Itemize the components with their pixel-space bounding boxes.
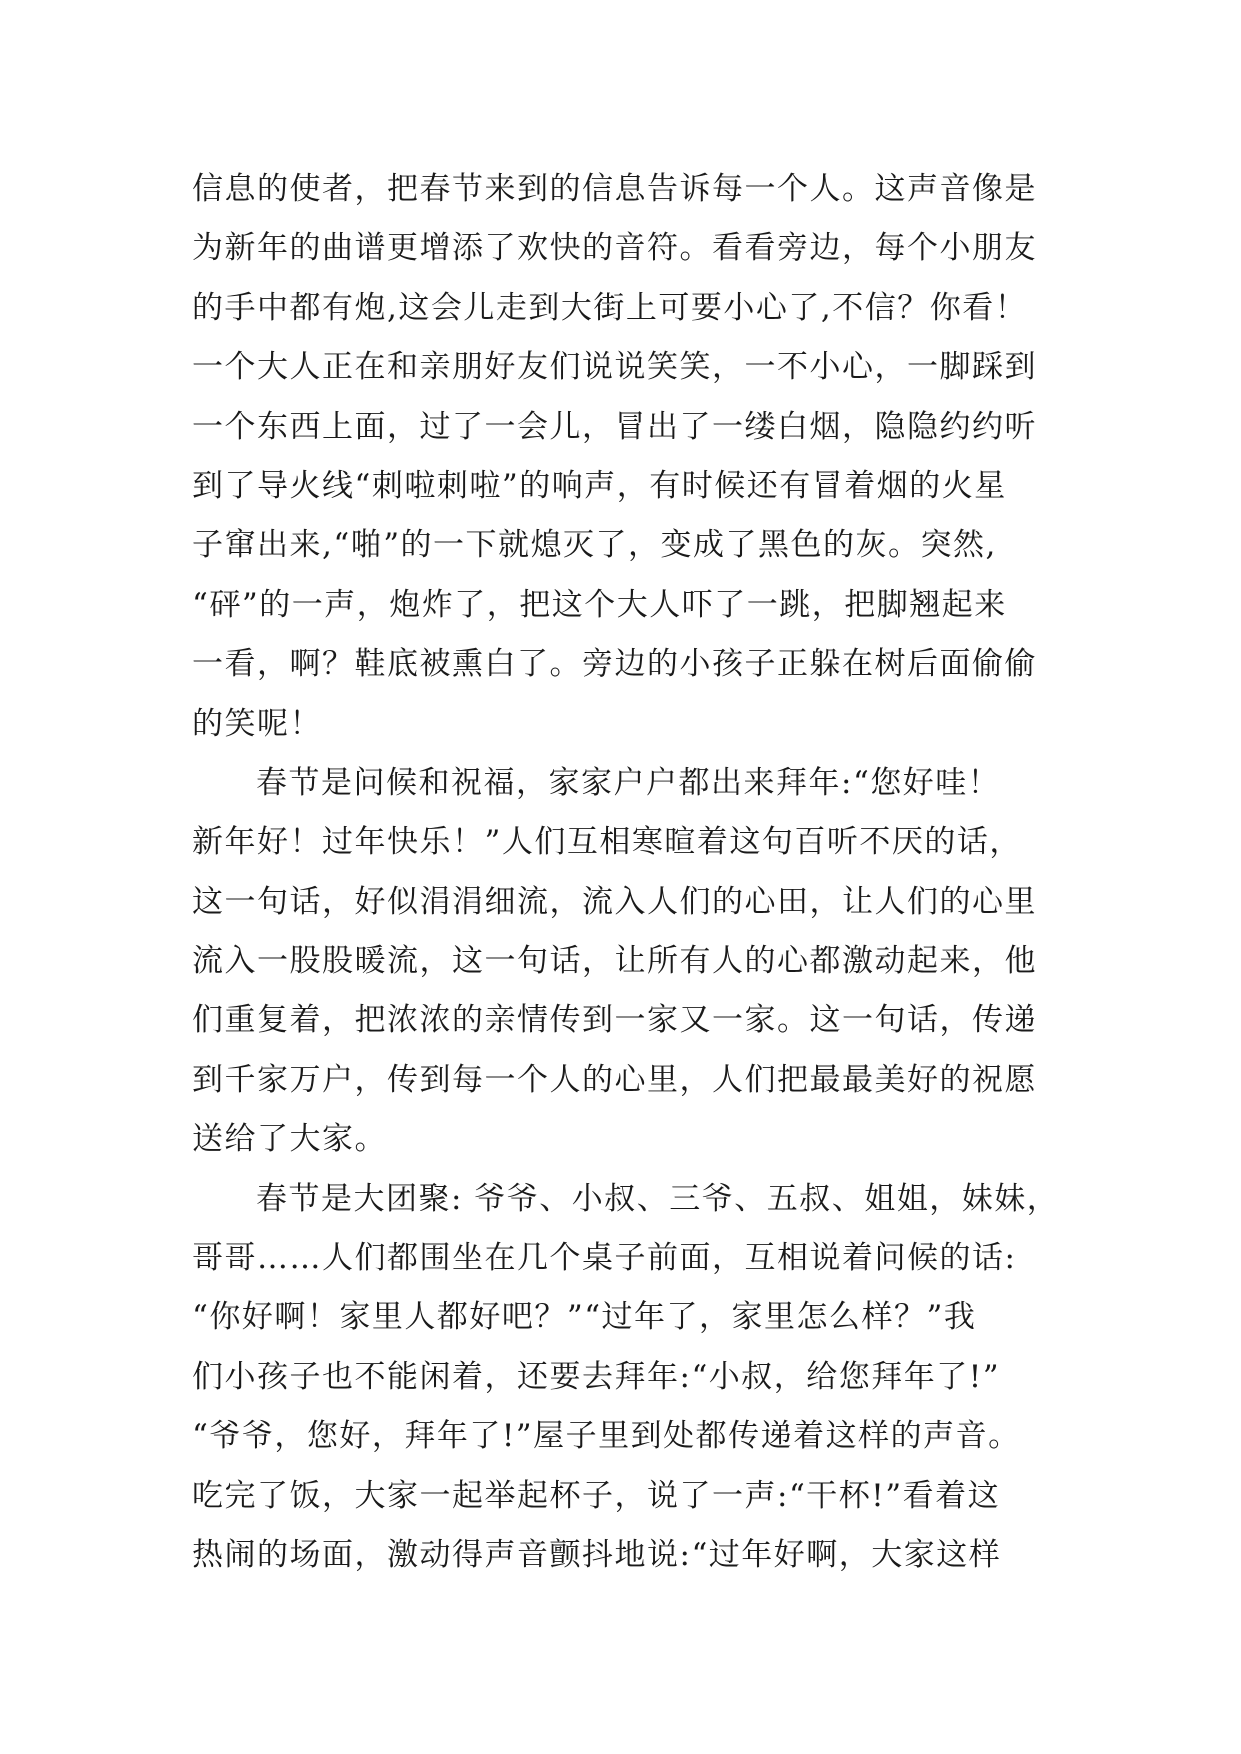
text-line: 吃完了饭，大家一起举起杯子，说了一声:“干杯!”看着这 xyxy=(192,1477,1001,1514)
text-line: 送给了大家。 xyxy=(192,1121,387,1158)
text-line: 新年好！过年快乐！”人们互相寒暄着这句百听不厌的话， xyxy=(192,824,1022,861)
text-line: 一个大人正在和亲朋好友们说说笑笑，一不小心，一脚踩到 xyxy=(192,349,1037,386)
text-line: 们小孩子也不能闲着，还要去拜年:“小叔，给您拜年了!” xyxy=(192,1358,1001,1395)
text-line: “砰”的一声，炮炸了，把这个大人吓了一跳，把脚翘起来 xyxy=(192,586,1007,623)
text-line: 的笑呢！ xyxy=(192,705,322,742)
text-line: “爷爷，您好，拜年了!”屋子里到处都传递着这样的声音。 xyxy=(192,1418,1021,1455)
text-line: 信息的使者，把春节来到的信息告诉每一个人。这声音像是 xyxy=(192,171,1037,207)
text-line: 热闹的场面，激动得声音颤抖地说:“过年好啊，大家这样 xyxy=(192,1536,1002,1573)
text-line: 到了导火线“刺啦刺啦”的响声，有时候还有冒着烟的火星 xyxy=(192,467,1007,504)
text-line: 这一句话，好似涓涓细流，流入人们的心田，让人们的心里 xyxy=(192,883,1037,920)
paragraph-start-line: 春节是问候和祝福，家家户户都出来拜年:“您好哇！ xyxy=(256,764,1001,801)
text-line: 一个东西上面，过了一会儿，冒出了一缕白烟，隐隐约约听 xyxy=(192,408,1037,445)
document-body xyxy=(192,160,1092,1585)
text-line: 哥哥……人们都围坐在几个桌子前面，互相说着问候的话: xyxy=(192,1240,1017,1277)
text-line: “你好啊！家里人都好吧？”“过年了，家里怎么样？”我 xyxy=(192,1299,977,1336)
paragraph-start-line: 春节是大团聚: 爷爷、小叔、三爷、五叔、姐姐，妹妹， xyxy=(256,1180,1060,1217)
text-line: 流入一股股暖流，这一句话，让所有人的心都激动起来，他 xyxy=(192,943,1037,980)
text-line: 子窜出来,“啪”的一下就熄灭了，变成了黑色的灰。突然, xyxy=(192,527,997,564)
text-line: 一看，啊？鞋底被熏白了。旁边的小孩子正躲在树后面偷偷 xyxy=(192,646,1037,683)
text-line: 为新年的曲谱更增添了欢快的音符。看看旁边，每个小朋友 xyxy=(192,230,1037,267)
text-line: 到千家万户，传到每一个人的心里，人们把最最美好的祝愿 xyxy=(192,1061,1037,1098)
text-line: 们重复着，把浓浓的亲情传到一家又一家。这一句话，传递 xyxy=(192,1002,1037,1039)
text-line: 的手中都有炮,这会儿走到大街上可要小心了,不信？你看！ xyxy=(192,289,1028,326)
